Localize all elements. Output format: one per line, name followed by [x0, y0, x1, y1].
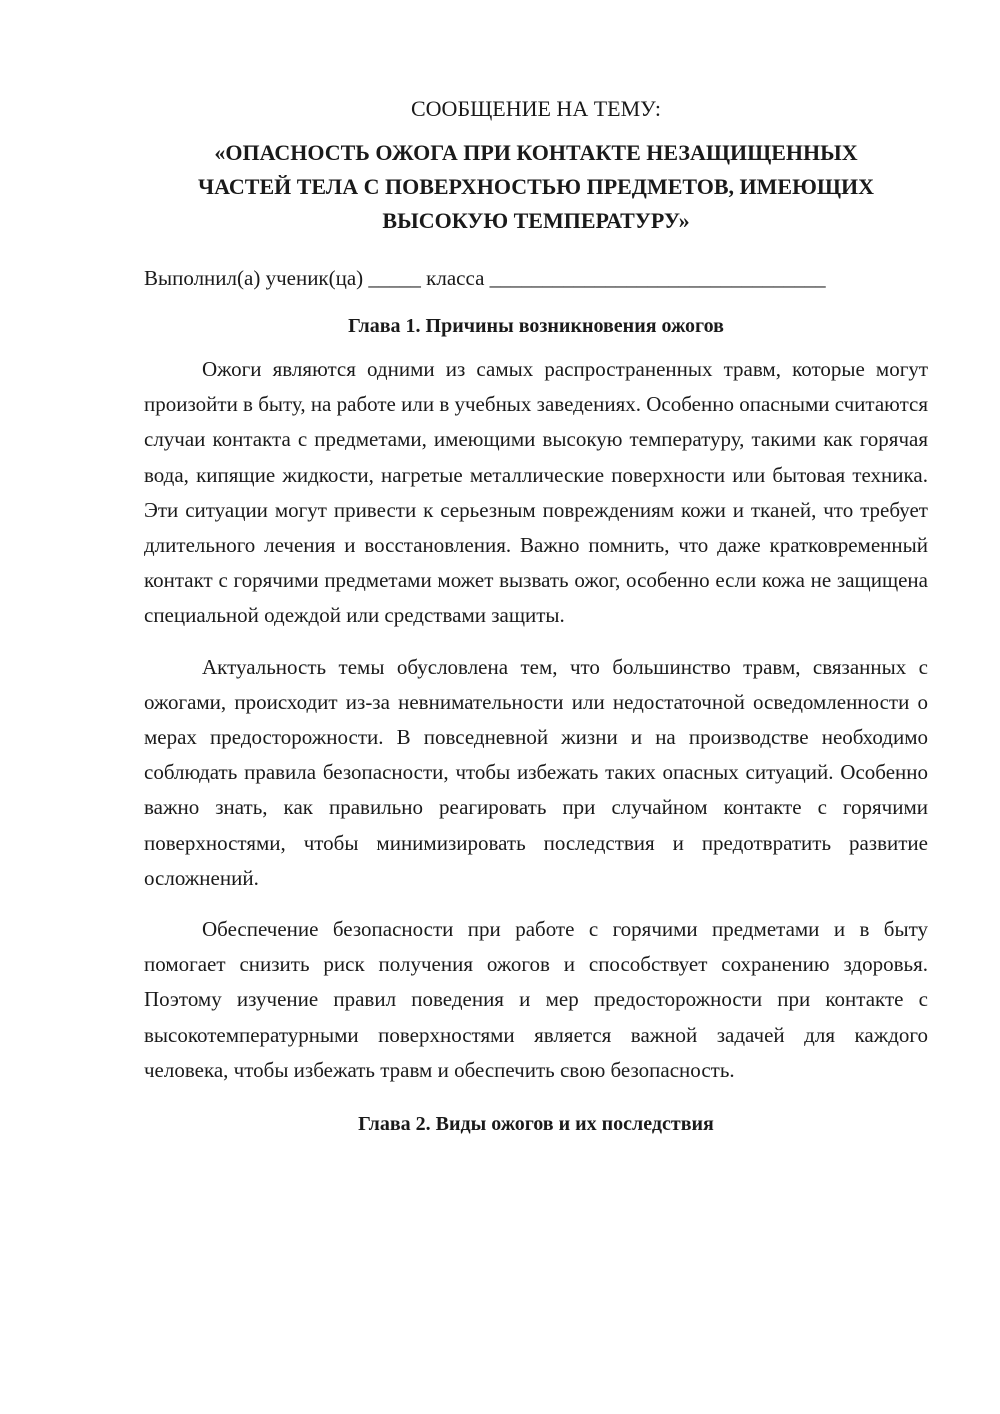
title-line: ЧАСТЕЙ ТЕЛА С ПОВЕРХНОСТЬЮ ПРЕДМЕТОВ, ИМЕЮЩИХ	[197, 174, 875, 199]
paragraph: Ожоги являются одними из самых распространенных травм, которые могут произойти в быту, на работе или в учебных заведениях. Особенно опасными считаются случаи контакта с предметами, имеющими высокую температуру, такими как горячая вода, кипящие жидкости, нагретые металлические поверхности или бытовая техника. Эти ситуации могут привести к серьезным повреждениям кожи и тканей, что требует длительного лечения и восстановления. Важно помнить, что даже кратковременный контакт с горячими предметами может вызвать ожог, особенно если кожа не защищена специальной одеждой или средствами защиты.	[144, 357, 928, 628]
paragraph: Обеспечение безопасности при работе с горячими предметами и в быту помогает снизить риск получения ожогов и способствует сохранению здоровья. Поэтому изучение правил поведения и мер предосторожности при контакте с высокотемпературными поверхностями является важной задачей для каждого человека, чтобы избежать травм и обеспечить свою безопасность.	[144, 917, 928, 1082]
title-line: ВЫСОКУЮ ТЕМПЕРАТУРУ»	[382, 208, 690, 233]
chapter-2-title: Глава 2. Виды ожогов и их последствия	[358, 1113, 714, 1136]
chapter-1-title: Глава 1. Причины возникновения ожогов	[348, 315, 724, 337]
author-line: Выполнил(а) ученик(ца) _____ класса ________________________________	[144, 266, 826, 290]
title-line: «ОПАСНОСТЬ ОЖОГА ПРИ КОНТАКТЕ НЕЗАЩИЩЕННЫХ	[214, 140, 858, 165]
document-title	[144, 136, 928, 238]
paragraph: Актуальность темы обусловлена тем, что большинство травм, связанных с ожогами, происходит из-за невнимательности или недостаточной осведомленности о мерах предосторожности. В повседневной жизни и на производстве необходимо соблюдать правила безопасности, чтобы избежать таких опасных ситуаций. Особенно важно знать, как правильно реагировать при случайном контакте с горячими поверхностями, чтобы минимизировать последствия и предотвратить развитие осложнений.	[144, 654, 928, 890]
document-page	[144, 94, 928, 1138]
document-heading: СООБЩЕНИЕ НА ТЕМУ:	[411, 96, 661, 121]
